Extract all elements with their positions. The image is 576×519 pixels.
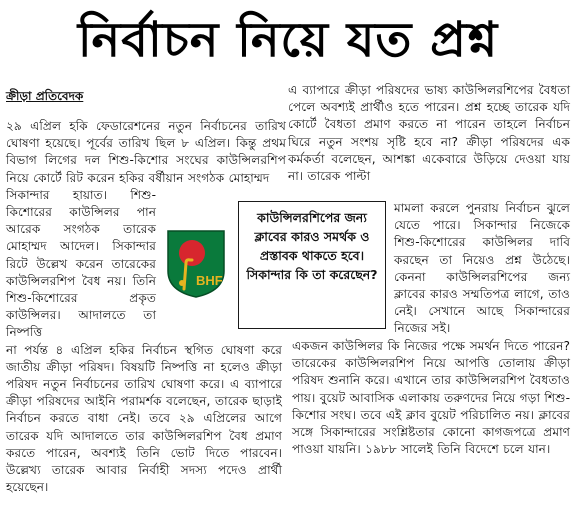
logo-text: BHF xyxy=(196,273,223,288)
bangladesh-hockey-federation-logo-icon xyxy=(164,227,228,299)
left-paragraph-narrow: সিকান্দার হায়াত। শিশু-কিশোরের কাউন্সিলর পান আরেক সংগঠক তারেক মোহাম্মদ আদেল। সিকান্দার রিটে উল্লেখ করেন তারেকের কাউন্সিলরশিপ বৈধ নয়। তিনি শিশু-কিশোরের প্রকৃত কাউন্সিলর। আদালতে তা নিষ্পত্তি xyxy=(6,187,156,340)
right-paragraph-narrow: মামলা করলে পুনরায় নির্বাচন ঝুলে যেতে পারে। সিকান্দার নিজেকে শিশু-কিশোরের কাউন্সিলর দাবি করছেন তা নিয়েও প্রশ্ন উঠেছে। কেননা কাউন্সিলরশিপের জন্য ক্লাবের কারও সম্মতিপত্র লাগে, তাও নেই। সেখানে আছে সিকান্দারের নিজের সই। xyxy=(394,201,570,336)
byline: ক্রীড়া প্রতিবেদক xyxy=(6,89,84,103)
headline: নির্বাচন নিয়ে যত প্রশ্ন xyxy=(77,12,499,68)
right-column xyxy=(288,82,570,185)
left-paragraph-bottom: না পর্যন্ত ৪ এপ্রিল হকির নির্বাচন স্থগিত ঘোষণা করে জাতীয় ক্রীড়া পরিষদ। বিষয়টি নিষ্পত্তি না হলেও ক্রীড়া পরিষদ নতুন নির্বাচনের তারিখ ঘোষণা করে। এ ব্যাপারে ক্রীড়া পরিষদের আইনি পরামর্শক বলেছেন, তারেক ছাড়াই নির্বাচন করতে বাধা নেই। তবে ২৯ এপ্রিলের আগে তারেক যদি আদালতে তার কাউন্সিলরশিপ বৈধ প্রমাণ করতে পারেন, অবশ্যই তিনি ভোট দিতে পারবেন। উল্লেখ্য তারেক আবার নির্বাহী সদস্য পদেও প্রার্থী হয়েছেন। xyxy=(6,342,282,495)
pull-quote-area xyxy=(160,197,386,337)
left-paragraph-top: ২৯ এপ্রিল হকি ফেডারেশনের নতুন নির্বাচনের তারিখ ঘোষণা হয়েছে। পূর্বের তারিখ ছিল ৮ এপ্রিল। কিন্তু প্রথম বিভাগ লিগের দল শিশু-কিশোর সংঘের কাউন্সিলরশিপ নিয়ে কোর্টে রিট করেন হকির বর্ষীয়ান সংগঠক মোহাম্মদ xyxy=(6,119,286,185)
pull-quote: কাউন্সিলরশিপের জন্য ক্লাবের কারও সমর্থক ও প্রস্তাবক থাকতে হবে। সিকান্দার কি তা করেছেন? xyxy=(238,201,386,329)
right-bottom-column xyxy=(292,338,570,458)
right-paragraph-bottom: একজন কাউন্সিলর কি নিজের পক্ষে সমর্থন দিতে পারেন? তারেকের কাউন্সিলরশিপ নিয়ে আপত্তি তোলায় ক্রীড়া পরিষদ শুনানি করে। এখানে তার কাউন্সিলরশিপ বৈধতাও পায়। বুয়েট আবাসিক এলাকায় তরুণদের নিয়ে গড়া শিশু-কিশোর সংঘ। তবে এই ক্লাব বুয়েট পরিচালিত নয়। ক্লাবের সঙ্গে সিকান্দারের সংশ্লিষ্টতার কোনো কাগজপত্রে প্রমাণ পাওয়া যায়নি। ১৯৮৮ সালেই তিনি বিদেশে চলে যান। xyxy=(292,339,570,457)
bhf-logo xyxy=(164,227,228,299)
right-narrow-column xyxy=(394,200,570,338)
right-paragraph-top: এ ব্যাপারে ক্রীড়া পরিষদের ভাষ্য কাউন্সিলরশিপের বৈধতা পেলে অবশ্যই প্রার্থীও হতে পারেন। প্রশ্ন হচ্ছে তারেক যদি কোর্টে বৈধতা প্রমাণ করতে না পারেন তাহলে নির্বাচন ঘিরে নতুন সংশয় সৃষ্টি হবে না? ক্রীড়া পরিষদের এক কর্মকর্তা বলেছেন, আশঙ্কা একেবারে উড়িয়ে দেওয়া যায় না। তারেক পাল্টা xyxy=(288,83,570,184)
